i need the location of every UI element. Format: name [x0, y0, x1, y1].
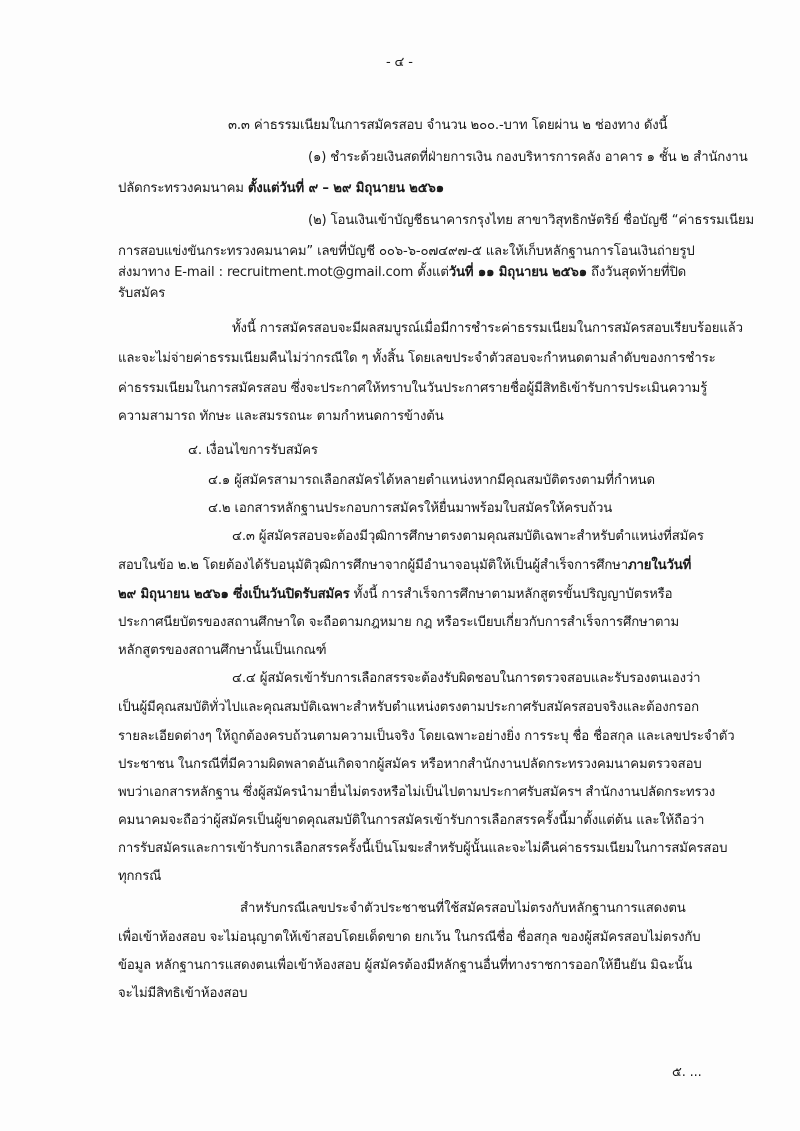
payment-option-1-dates: ตั้งแต่วันที่ ๙ – ๒๙ มิถุนายน ๒๕๖๑ [247, 181, 444, 196]
item-4-3-closing-date: ๒๙ มิถุนายน ๒๕๖๑ ซึ่งเป็นวันปิดรับสมัคร [118, 587, 350, 602]
bank-account-line: การสอบแข่งขันกระทรวงคมนาคม” เลขที่บัญชี ๐๐๖-๖-๐๗๔๙๗-๕ และให้เก็บหลักฐานการโอนเงินถ่ายรูป [118, 244, 695, 259]
id-mismatch-line: ข้อมูล หลักฐานการแสดงตนเพื่อเข้าห้องสอบ ผู้สมัครต้องมีหลักฐานอื่นที่ทางราชการออกให้ยืนยัน มิฉะนั้น [118, 958, 693, 973]
item-4-4-line: เป็นผู้มีคุณสมบัติทั่วไปและคุณสมบัติเฉพาะสำหรับตำแหน่งตรงตามประกาศรับสมัครสอบจริงและต้องกรอก [118, 700, 699, 715]
item-4-4-line: รายละเอียดต่างๆ ให้ถูกต้องครบถ้วนตามความเป็นจริง โดยเฉพาะอย่างยิ่ง การระบุ ชื่อ ชื่อสกุล และเลขประจำตัว [118, 729, 735, 744]
item-4-3-line [118, 586, 672, 604]
item-4-3-deadline: ภายในวันที่ [627, 558, 692, 573]
id-mismatch-line: สำหรับกรณีเลขประจำตัวประชาชนที่ใช้สมัครสอบไม่ตรงกับหลักฐานการแสดงตน [240, 901, 686, 916]
item-4-1: ๔.๑ ผู้สมัครสามารถเลือกสมัครได้หลายตำแหน่งหากมีคุณสมบัติตรงตามที่กำหนด [208, 473, 655, 488]
id-mismatch-line: จะไม่มีสิทธิเข้าห้องสอบ [118, 986, 248, 1001]
item-4-3-text: สอบในข้อ ๒.๒ โดยต้องได้รับอนุมัติวุฒิการศึกษาจากผู้มีอำนาจอนุมัติให้เป็นผู้สำเร็จการศึกษา [118, 558, 628, 573]
item-4-3-line: หลักสูตรของสถานศึกษานั้นเป็นเกณฑ์ [118, 643, 327, 658]
item-4-3-line: ประกาศนียบัตรของสถานศึกษาใด จะถือตามกฎหมาย กฎ หรือระเบียบเกี่ยวกับการสำเร็จการศึกษาตาม [118, 615, 680, 630]
item-4-4-line: พบว่าเอกสารหลักฐาน ซึ่งผู้สมัครนำมายื่นไม่ตรงหรือไม่เป็นไปตามประกาศรับสมัครฯ สำนักงานปลัดกระทรวง [118, 785, 716, 800]
email-line [118, 264, 686, 282]
item-4-3-line [118, 557, 691, 575]
section-3-3-heading: ๓.๓ ค่าธรรมเนียมในการสมัครสอบ จำนวน ๒๐๐.-บาท โดยผ่าน ๒ ช่องทาง ดังนี้ [228, 118, 668, 133]
office-name: ปลัดกระทรวงคมนาคม [118, 181, 248, 196]
item-4-4-line: ๔.๔ ผู้สมัครเข้ารับการเลือกสรรจะต้องรับผิดชอบในการตรวจสอบและรับรองตนเองว่า [232, 671, 701, 686]
item-4-2: ๔.๒ เอกสารหลักฐานประกอบการสมัครให้ยื่นมาพร้อมใบสมัครให้ครบถ้วน [208, 501, 613, 516]
page-number: - ๔ - [386, 55, 413, 70]
payment-option-2-line: (๒) โอนเงินเข้าบัญชีธนาคารกรุงไทย สาขาวิสุทธิกษัตริย์ ชื่อบัญชี “ค่าธรรมเนียม [308, 213, 755, 228]
payment-option-1-line: (๑) ชำระด้วยเงินสดที่ฝ่ายการเงิน กองบริหารการคลัง อาคาร ๑ ชั้น ๒ สำนักงาน [308, 150, 748, 165]
item-4-3-text: ทั้งนี้ การสำเร็จการศึกษาตามหลักสูตรขั้นปริญญาบัตรหรือ [349, 587, 673, 602]
item-4-4-line: ประชาชน ในกรณีที่มีความผิดพลาดอันเกิดจากผู้สมัคร หรือหากสำนักงานปลัดกระทรวงคมนาคมตรวจสอบ [118, 757, 702, 772]
next-page-marker: ๕. ... [672, 1065, 702, 1080]
item-4-4-line: การรับสมัครและการเข้ารับการเลือกสรรครั้งนี้เป็นโมฆะสำหรับผู้นั้นและจะไม่คืนค่าธรรมเนียมในการสมัครสอบ [118, 841, 728, 856]
fee-note-line: และจะไม่จ่ายค่าธรรมเนียมคืนไม่ว่ากรณีใด ๆ ทั้งสิ้น โดยเลขประจำตัวสอบจะกำหนดตามลำดับของการชำระ [118, 351, 716, 366]
email-address: ส่งมาทาง E-mail : recruitment.mot@gmail.com ตั้งแต่ [118, 265, 449, 280]
email-start-date: วันที่ ๑๑ มิถุนายน ๒๕๖๑ [448, 265, 587, 280]
item-4-4-line: ทุกกรณี [118, 869, 162, 884]
item-4-4-line: คมนาคมจะถือว่าผู้สมัครเป็นผู้ขาดคุณสมบัติในการสมัครเข้ารับการเลือกสรรครั้งนี้มาตั้งแต่ต้น และให้ถือว่า [118, 813, 705, 828]
closing-text: รับสมัคร [118, 286, 166, 301]
email-end-text: ถึงวันสุดท้ายที่ปิด [586, 265, 687, 280]
fee-note-line: ค่าธรรมเนียมในการสมัครสอบ ซึ่งจะประกาศให้ทราบในวันประกาศรายชื่อผู้มีสิทธิเข้ารับการประเมินความรู้ [118, 381, 708, 396]
id-mismatch-line: เพื่อเข้าห้องสอบ จะไม่อนุญาตให้เข้าสอบโดยเด็ดขาด ยกเว้น ในกรณีชื่อ ชื่อสกุล ของผู้สมัครสอบไม่ตรงกับ [118, 930, 701, 945]
item-4-3-line: ๔.๓ ผู้สมัครสอบจะต้องมีวุฒิการศึกษาตรงตามคุณสมบัติเฉพาะสำหรับตำแหน่งที่สมัคร [232, 529, 704, 544]
payment-option-1-date-line [118, 180, 444, 198]
section-4-heading: ๔. เงื่อนไขการรับสมัคร [188, 443, 318, 458]
fee-note-line: ความสามารถ ทักษะ และสมรรถนะ ตามกำหนดการข้างต้น [118, 409, 444, 424]
fee-note-line: ทั้งนี้ การสมัครสอบจะมีผลสมบูรณ์เมื่อมีการชำระค่าธรรมเนียมในการสมัครสอบเรียบร้อยแล้ว [232, 321, 743, 336]
